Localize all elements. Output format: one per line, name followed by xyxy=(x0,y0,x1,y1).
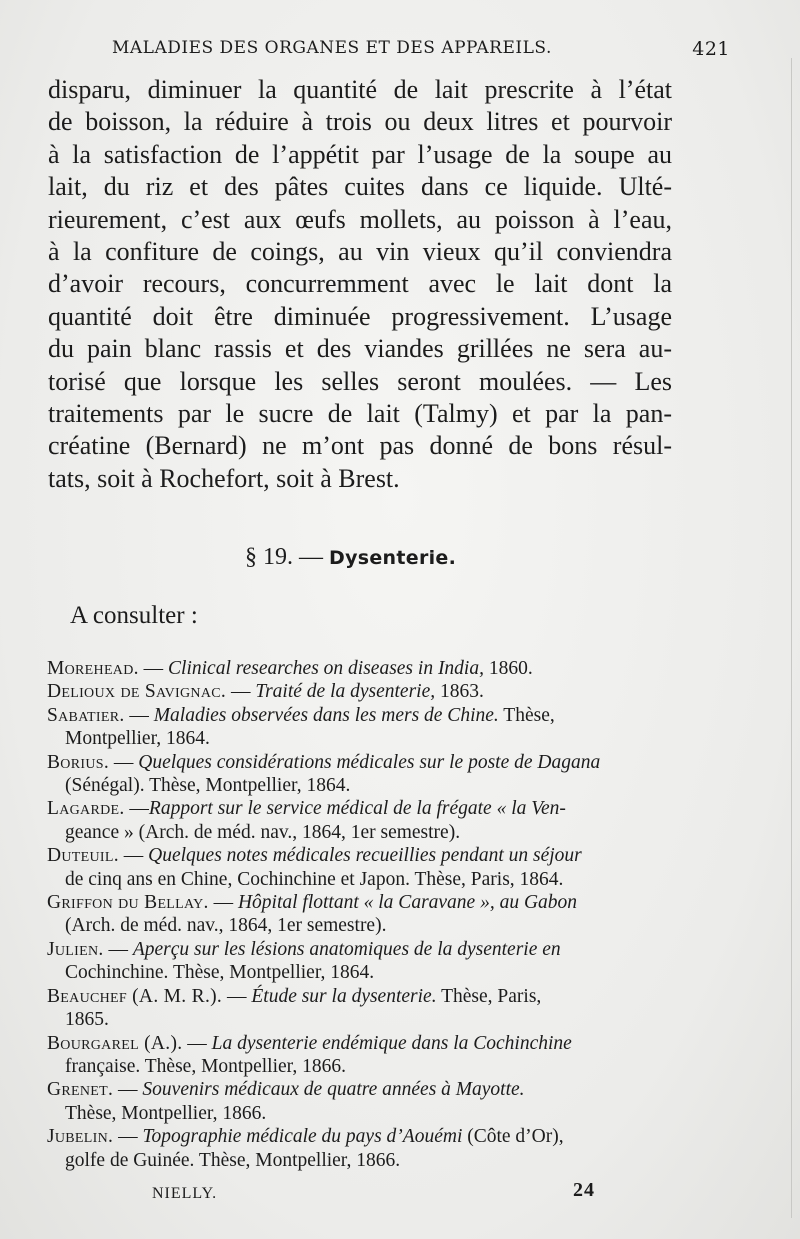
body-paragraph xyxy=(48,74,672,495)
reference-title: Quelques notes médicales recueillies pendant un séjour xyxy=(148,845,582,867)
reference-separator: — xyxy=(113,1079,143,1101)
body-line: lait, du riz et des pâtes cuites dans ce liquide. Ulté- xyxy=(48,172,672,202)
page-number: 421 xyxy=(692,38,730,60)
signature-mark: 24 xyxy=(573,1179,595,1201)
reference-separator: — xyxy=(182,1032,212,1054)
body-line: torisé que lorsque les selles seront moulées. — Les xyxy=(48,366,672,396)
reference-continuation: Thèse, Montpellier, 1866. xyxy=(65,1102,267,1124)
reference-separator: — xyxy=(208,892,238,914)
reference-continuation: de cinq ans en Chine, Cochinchine et Japon. Thèse, Paris, 1864. xyxy=(65,868,564,890)
reference-separator: — xyxy=(113,1126,143,1148)
reference-author: Borius. xyxy=(47,751,109,773)
reference-author: Jubelin. xyxy=(47,1126,114,1148)
reference-continuation: française. Thèse, Montpellier, 1866. xyxy=(65,1055,346,1077)
consult-heading: A consulter : xyxy=(70,602,198,629)
reference-entry xyxy=(47,985,675,1032)
reference-continuation: (Arch. de méd. nav., 1864, 1er semestre). xyxy=(65,915,387,937)
reference-entry xyxy=(47,1032,675,1079)
reference-title: Souvenirs médicaux de quatre années à Mayotte. xyxy=(142,1079,525,1101)
section-heading xyxy=(245,544,456,571)
body-line: du pain blanc rassis et des viandes grillées ne sera au- xyxy=(48,334,672,364)
reference-separator: — xyxy=(138,658,169,679)
section-number: § 19. — xyxy=(245,544,323,570)
section-title: Dysenterie. xyxy=(329,547,457,569)
reference-continuation: golfe de Guinée. Thèse, Montpellier, 1866. xyxy=(65,1149,401,1171)
body-line: créatine (Bernard) ne m’ont pas donné de bons résul- xyxy=(48,431,672,461)
reference-entry xyxy=(47,1125,675,1172)
page-footer xyxy=(152,1179,595,1203)
reference-entry xyxy=(47,938,675,985)
reference-details: Thèse, Paris, xyxy=(436,985,542,1007)
reference-title: Clinical researches on diseases in India, xyxy=(168,658,484,679)
reference-author: Julien. xyxy=(47,938,104,960)
reference-entry xyxy=(47,844,675,891)
running-header xyxy=(112,38,730,60)
reference-entry xyxy=(47,680,675,703)
reference-title: La dysenterie endémique dans la Cochinchine xyxy=(211,1032,572,1054)
reference-title: Aperçu sur les lésions anatomiques de la dysenterie en xyxy=(132,938,561,960)
reference-author: Bourgarel (A.). xyxy=(47,1032,183,1054)
reference-title: Étude sur la dysenterie. xyxy=(251,985,437,1007)
reference-author: Sabatier. xyxy=(47,704,125,726)
body-line: à la satisfaction de l’appétit par l’usage de la soupe au xyxy=(48,139,672,169)
reference-entry xyxy=(47,704,675,751)
page-edge-shadow xyxy=(791,58,792,1218)
reference-author: Morehead. xyxy=(47,658,139,679)
reference-continuation: Montpellier, 1864. xyxy=(65,728,210,750)
body-line: traitements par le sucre de lait (Talmy) et par la pan- xyxy=(48,398,672,428)
reference-separator: — xyxy=(124,798,149,820)
reference-details: Thèse, xyxy=(498,704,555,726)
reference-author: Griffon du Bellay. xyxy=(47,892,209,914)
reference-separator: — xyxy=(124,704,154,726)
reference-separator: — xyxy=(103,938,133,960)
reference-author: Delioux de Savignac. xyxy=(47,681,227,703)
body-line: rieurement, c’est aux œufs mollets, au poisson à l’eau, xyxy=(48,204,672,234)
reference-details: 1863. xyxy=(435,681,484,703)
reference-author: Beauchef (A. M. R.). xyxy=(47,985,223,1007)
footer-author: NIELLY. xyxy=(152,1185,218,1202)
bibliography-list xyxy=(47,657,675,1172)
reference-title: Maladies observées dans les mers de Chine. xyxy=(153,704,499,726)
reference-title: Rapport sur le service médical de la frégate « la Ven- xyxy=(148,798,566,820)
running-title: MALADIES DES ORGANES ET DES APPAREILS. xyxy=(112,38,552,58)
body-line: de boisson, la réduire à trois ou deux litres et pourvoir xyxy=(48,107,672,137)
reference-continuation: geance » (Arch. de méd. nav., 1864, 1er semestre). xyxy=(65,821,461,843)
reference-author: Lagarde. xyxy=(47,798,125,820)
body-line: d’avoir recours, concurremment avec le lait dont la xyxy=(48,269,672,299)
body-line: à la confiture de coings, au vin vieux qu’il conviendra xyxy=(48,236,672,266)
reference-author: Duteuil. xyxy=(47,845,119,867)
reference-entry xyxy=(47,1078,675,1125)
reference-title: Topographie médicale du pays d’Aouémi xyxy=(142,1126,463,1148)
reference-separator: — xyxy=(109,751,139,773)
reference-continuation: 1865. xyxy=(65,1009,109,1031)
reference-separator: — xyxy=(226,681,256,703)
body-line: quantité doit être diminuée progressivement. L’usage xyxy=(48,301,672,331)
reference-author: Grenet. xyxy=(47,1079,114,1101)
reference-entry xyxy=(47,797,675,844)
reference-details: (Côte d’Or), xyxy=(462,1126,564,1148)
reference-entry xyxy=(47,891,675,938)
reference-title: Traité de la dysenterie, xyxy=(255,681,436,703)
reference-entry xyxy=(47,751,675,798)
body-line: disparu, diminuer la quantité de lait prescrite à l’état xyxy=(48,75,672,104)
reference-separator: — xyxy=(118,845,149,867)
reference-title: Quelques considérations médicales sur le poste de Dagana xyxy=(138,751,601,773)
body-line: tats, soit à Rochefort, soit à Brest. xyxy=(48,463,400,493)
reference-title: Hôpital flottant « la Caravane », au Gabon xyxy=(237,892,578,914)
reference-continuation: Cochinchine. Thèse, Montpellier, 1864. xyxy=(65,962,375,984)
reference-separator: — xyxy=(222,985,252,1007)
reference-continuation: (Sénégal). Thèse, Montpellier, 1864. xyxy=(65,775,351,797)
reference-details: 1860. xyxy=(483,658,533,679)
reference-entry xyxy=(47,657,675,680)
